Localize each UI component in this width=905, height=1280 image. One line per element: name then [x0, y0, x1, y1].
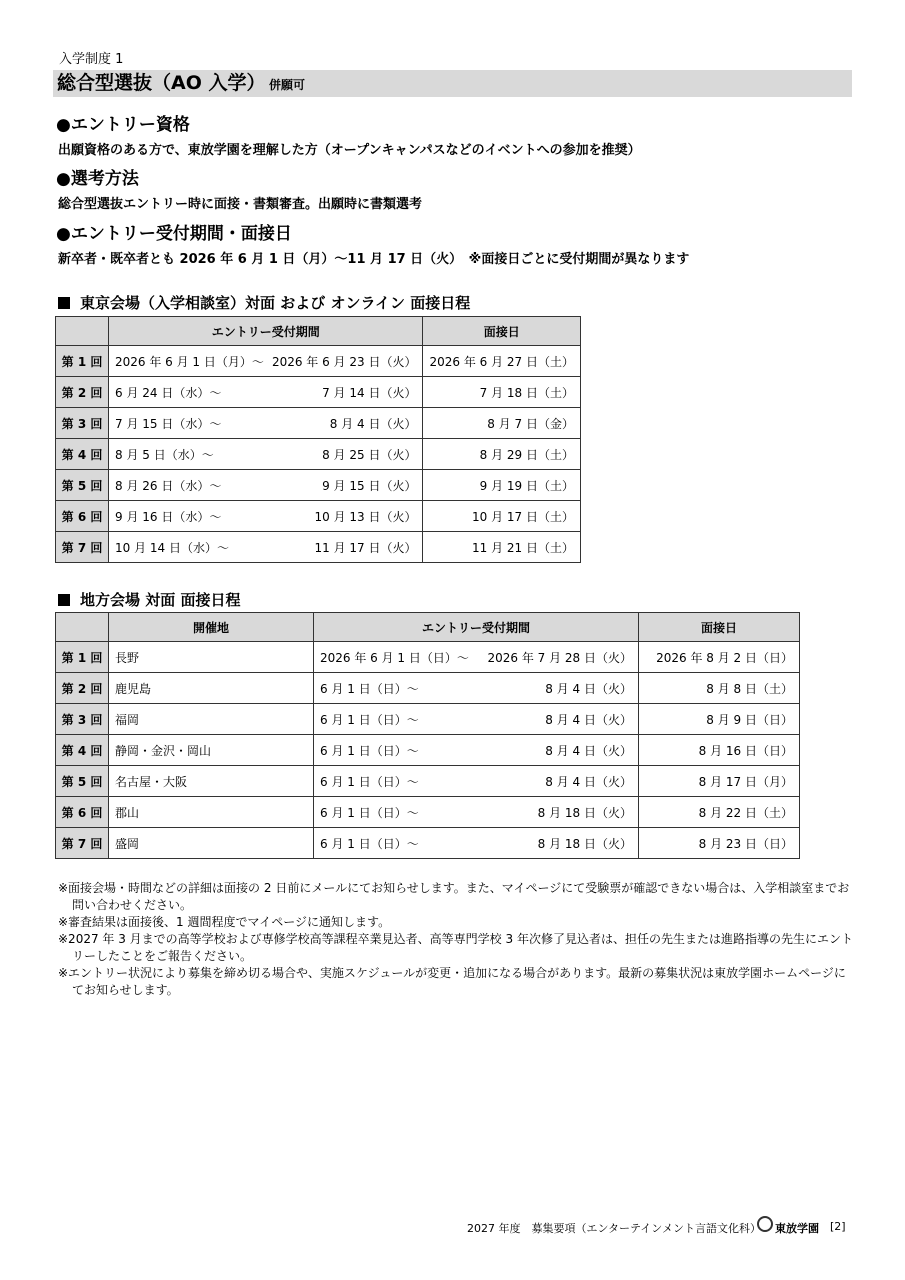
table-header-blank [56, 613, 109, 642]
entry-period-cell [314, 704, 639, 735]
round-label: 第 4 回 [56, 735, 109, 766]
entry-start: 7 月 15 日（水）～ [115, 416, 222, 431]
round-label: 第 3 回 [56, 408, 109, 439]
round-label: 第 2 回 [56, 377, 109, 408]
entry-end: 10 月 13 日（火） [314, 509, 417, 524]
table-row [56, 346, 581, 377]
note-item: ※面接会場・時間などの詳細は面接の 2 日前にメールにてお知らせします。また、マイページにて受験票が確認できない場合は、入学相談室までお問い合わせください。 [58, 881, 850, 912]
entry-start: 6 月 1 日（日）～ [320, 681, 419, 696]
round-label: 第 5 回 [56, 470, 109, 501]
round-label: 第 2 回 [56, 673, 109, 704]
entry-start: 8 月 26 日（水）～ [115, 478, 222, 493]
tokyo-schedule-table [55, 316, 581, 563]
note-item: ※2027 年 3 月までの高等学校および専修学校高等課程卒業見込者、高等専門学校 3 年次修了見込者は、担任の先生または進路指導の先生にエントリーしたことをご報告ください。 [58, 932, 853, 963]
regional-schedule-table [55, 612, 800, 859]
entry-period-range [320, 680, 632, 697]
page-number: [2] [830, 1220, 846, 1233]
entry-period-cell [314, 735, 639, 766]
table-header-blank [56, 317, 109, 346]
entry-period-range [320, 804, 632, 821]
entry-period-range [115, 353, 416, 370]
interview-date: 2026 年 6 月 27 日（土） [423, 346, 581, 377]
table-row [56, 470, 581, 501]
venue: 名古屋・大阪 [109, 766, 314, 797]
entry-end: 8 月 4 日（火） [545, 774, 632, 789]
section-label: 入学制度 1 [59, 52, 124, 67]
table-row [56, 673, 800, 704]
entry-end: 9 月 15 日（火） [322, 478, 417, 493]
round-label: 第 7 回 [56, 828, 109, 859]
entry-end: 8 月 18 日（火） [537, 836, 632, 851]
entry-period-cell [314, 673, 639, 704]
table-header-entry-period: エントリー受付期間 [314, 613, 639, 642]
interview-date: 8 月 9 日（日） [639, 704, 800, 735]
entry-period-range [115, 508, 416, 525]
round-label: 第 6 回 [56, 501, 109, 532]
entry-end: 8 月 18 日（火） [537, 805, 632, 820]
selection-method-text: 総合型選抜エントリー時に面接・書類審査。出願時に書類選考 [58, 197, 423, 212]
interview-date: 2026 年 8 月 2 日（日） [639, 642, 800, 673]
note-item: ※エントリー状況により募集を締め切る場合や、実施スケジュールが変更・追加になる場合があります。最新の募集状況は東放学園ホームページにてお知らせします。 [58, 966, 846, 997]
table-row [56, 828, 800, 859]
entry-start: 6 月 1 日（日）～ [320, 743, 419, 758]
interview-date: 8 月 29 日（土） [423, 439, 581, 470]
entry-period-cell [109, 470, 423, 501]
round-label: 第 4 回 [56, 439, 109, 470]
round-label: 第 1 回 [56, 642, 109, 673]
entry-start: 2026 年 6 月 1 日（月）～ [115, 354, 264, 369]
venue: 鹿児島 [109, 673, 314, 704]
table-row [56, 439, 581, 470]
entry-period-range [115, 446, 416, 463]
entry-period-range [320, 649, 632, 666]
entry-period-text: 新卒者・既卒者とも 2026 年 6 月 1 日（月）～11 月 17 日（火） ※面接日ごとに受付期間が異なります [58, 252, 690, 267]
table-row [56, 766, 800, 797]
venue: 盛岡 [109, 828, 314, 859]
entry-start: 8 月 5 日（水）～ [115, 447, 214, 462]
entry-period-cell [109, 377, 423, 408]
table-row [56, 735, 800, 766]
table-row [56, 704, 800, 735]
entry-end: 11 月 17 日（火） [314, 540, 417, 555]
school-logo-icon [757, 1216, 773, 1232]
tokyo-schedule-title: 東京会場（入学相談室）対面 および オンライン 面接日程 [80, 294, 471, 312]
interview-date: 8 月 7 日（金） [423, 408, 581, 439]
regional-schedule-title: 地方会場 対面 面接日程 [80, 591, 241, 609]
selection-method-heading: ●選考方法 [56, 169, 139, 189]
entry-start: 6 月 1 日（日）～ [320, 774, 419, 789]
entry-period-cell [314, 642, 639, 673]
interview-date: 10 月 17 日（土） [423, 501, 581, 532]
interview-date: 8 月 22 日（土） [639, 797, 800, 828]
entry-period-range [115, 384, 416, 401]
entry-end: 8 月 4 日（火） [545, 712, 632, 727]
round-label: 第 5 回 [56, 766, 109, 797]
table-header-row [56, 613, 800, 642]
entry-period-heading: ●エントリー受付期間・面接日 [56, 224, 292, 244]
venue: 静岡・金沢・岡山 [109, 735, 314, 766]
regional-schedule-heading [58, 589, 240, 610]
entry-end: 2026 年 6 月 23 日（火） [271, 354, 417, 369]
entry-period-cell [109, 532, 423, 563]
table-row [56, 532, 581, 563]
round-label: 第 6 回 [56, 797, 109, 828]
entry-period-cell [109, 501, 423, 532]
entry-period-range [320, 835, 632, 852]
entry-period-range [320, 711, 632, 728]
venue: 郡山 [109, 797, 314, 828]
round-label: 第 3 回 [56, 704, 109, 735]
table-header-entry-period: エントリー受付期間 [109, 317, 423, 346]
notes [58, 880, 854, 999]
interview-date: 11 月 21 日（土） [423, 532, 581, 563]
page-title: 総合型選抜（AO 入学） [57, 72, 266, 94]
venue: 長野 [109, 642, 314, 673]
round-label: 第 7 回 [56, 532, 109, 563]
entry-qualification-heading: ●エントリー資格 [56, 115, 190, 135]
square-bullet-icon [58, 297, 70, 309]
table-row [56, 408, 581, 439]
entry-period-cell [314, 766, 639, 797]
interview-date: 9 月 19 日（土） [423, 470, 581, 501]
entry-start: 6 月 24 日（水）～ [115, 385, 222, 400]
table-row [56, 642, 800, 673]
interview-date: 8 月 16 日（日） [639, 735, 800, 766]
interview-date: 7 月 18 日（土） [423, 377, 581, 408]
entry-start: 9 月 16 日（水）～ [115, 509, 222, 524]
table-row [56, 377, 581, 408]
table-header-venue: 開催地 [109, 613, 314, 642]
table-header-interview: 面接日 [639, 613, 800, 642]
tokyo-schedule-heading [58, 292, 470, 313]
entry-end: 8 月 4 日（火） [329, 416, 417, 431]
entry-period-range [115, 539, 416, 556]
round-label: 第 1 回 [56, 346, 109, 377]
note-item: ※審査結果は面接後、1 週間程度でマイページに通知します。 [58, 915, 391, 929]
table-header-interview: 面接日 [423, 317, 581, 346]
entry-period-cell [314, 828, 639, 859]
entry-period-cell [109, 439, 423, 470]
entry-period-range [115, 477, 416, 494]
entry-period-cell [109, 346, 423, 377]
venue: 福岡 [109, 704, 314, 735]
entry-period-range [320, 773, 632, 790]
entry-start: 10 月 14 日（水）～ [115, 540, 229, 555]
table-row [56, 797, 800, 828]
entry-end: 8 月 4 日（火） [545, 681, 632, 696]
interview-date: 8 月 8 日（土） [639, 673, 800, 704]
entry-start: 6 月 1 日（日）～ [320, 805, 419, 820]
entry-period-cell [109, 408, 423, 439]
entry-start: 6 月 1 日（日）～ [320, 836, 419, 851]
entry-qualification-text: 出願資格のある方で、東放学園を理解した方（オープンキャンパスなどのイベントへの参加を推奨） [58, 143, 641, 158]
table-row [56, 501, 581, 532]
entry-period-range [115, 415, 416, 432]
footer-text: 2027 年度 募集要項（エンターテインメント言語文化科） [467, 1222, 761, 1235]
entry-end: 8 月 4 日（火） [545, 743, 632, 758]
entry-end: 2026 年 7 月 28 日（火） [487, 650, 632, 665]
entry-period-range [320, 742, 632, 759]
entry-end: 7 月 14 日（火） [322, 385, 417, 400]
title-bar [53, 70, 852, 97]
entry-start: 2026 年 6 月 1 日（日）～ [320, 650, 469, 665]
square-bullet-icon [58, 594, 70, 606]
entry-end: 8 月 25 日（火） [322, 447, 417, 462]
entry-period-cell [314, 797, 639, 828]
footer-logo-text: 東放学園 [775, 1222, 819, 1235]
entry-start: 6 月 1 日（日）～ [320, 712, 419, 727]
page-subtitle: 併願可 [269, 78, 306, 92]
interview-date: 8 月 17 日（月） [639, 766, 800, 797]
interview-date: 8 月 23 日（日） [639, 828, 800, 859]
table-header-row [56, 317, 581, 346]
